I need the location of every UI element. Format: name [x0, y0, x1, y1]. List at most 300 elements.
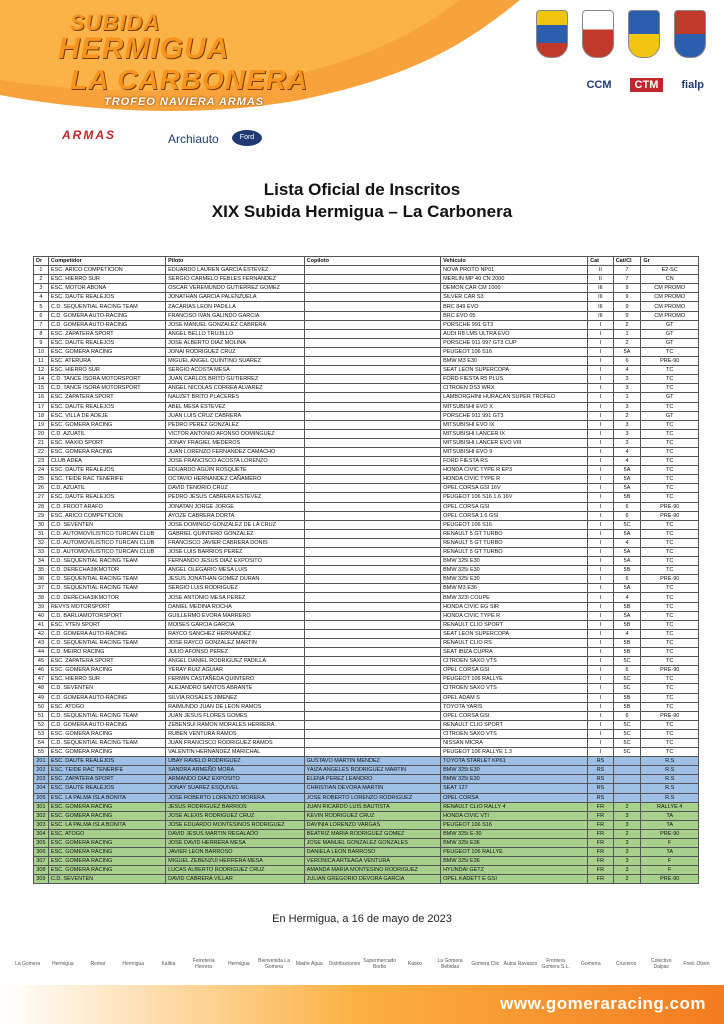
table-cell: ESC. ARICO COMPETICION — [48, 266, 165, 275]
table-cell: I — [588, 475, 614, 484]
table-cell: 21 — [34, 438, 49, 447]
table-cell: BMW 325i E-30 — [441, 829, 588, 838]
table-cell: 20 — [34, 429, 49, 438]
logo-line-1: SUBIDA — [70, 10, 161, 35]
website-link[interactable]: www.gomeraracing.com — [500, 994, 706, 1013]
table-row — [34, 338, 699, 347]
table-cell: I — [588, 402, 614, 411]
table-cell: 5B — [613, 693, 641, 702]
table-row — [34, 738, 699, 747]
table-cell: CM PROMO — [641, 302, 699, 311]
table-cell: I — [588, 675, 614, 684]
table-row — [34, 375, 699, 384]
table-cell: F — [641, 866, 699, 875]
table-cell: TC — [641, 466, 699, 475]
table-cell: I — [588, 329, 614, 338]
column-header: Vehiculo — [441, 257, 588, 266]
table-cell — [304, 720, 440, 729]
table-cell: 4 — [613, 447, 641, 456]
table-cell: PEDRO JESUS CABRERA ESTEVEZ — [166, 493, 305, 502]
table-cell: PORSCHE 991 GT3 — [441, 320, 588, 329]
table-cell: JOSE RAYCO GONZALEZ MARTIN — [166, 638, 305, 647]
table-cell: I — [588, 548, 614, 557]
table-cell: 12 — [34, 366, 49, 375]
entry-list-table — [33, 256, 699, 884]
table-row — [34, 648, 699, 657]
table-cell: C.D. SEVENTEN — [48, 875, 165, 884]
table-cell — [304, 666, 440, 675]
table-cell: DAVID JESUS MARTIN REGALADO — [166, 829, 305, 838]
table-cell: 5C — [613, 657, 641, 666]
table-row — [34, 502, 699, 511]
logo-line-3: LA CARBONERA — [70, 64, 309, 95]
table-cell — [304, 284, 440, 293]
table-cell: ESC. DAUTE REALEJOS — [48, 757, 165, 766]
table-cell: 25 — [34, 475, 49, 484]
sponsor-logos-right — [586, 78, 704, 92]
table-cell: DANIEL MEDINA ROCHA — [166, 602, 305, 611]
table-cell: HONDA CIVIC TYPE R — [441, 611, 588, 620]
table-cell: JUAN LUIS CRUZ CABRERA — [166, 411, 305, 420]
table-row — [34, 566, 699, 575]
table-cell: PEUGEOT 106 S16 — [441, 820, 588, 829]
table-cell — [304, 420, 440, 429]
table-cell: 3 — [613, 420, 641, 429]
table-cell: ESC. VTEN SPORT — [48, 620, 165, 629]
table-cell: F — [641, 857, 699, 866]
table-cell: FR — [588, 866, 614, 875]
table-cell: HONDA CIVIC TYPE R EP3 — [441, 466, 588, 475]
table-cell: C.D. GOMERA AUTO-RACING — [48, 693, 165, 702]
table-cell: 3 — [613, 820, 641, 829]
table-cell: I — [588, 347, 614, 356]
table-cell: C.D. DERECHA3IKMOTOR — [48, 593, 165, 602]
table-cell: 307 — [34, 857, 49, 866]
table-row — [34, 620, 699, 629]
table-row — [34, 802, 699, 811]
table-cell: NOVA PROTO NP01 — [441, 266, 588, 275]
table-cell — [304, 602, 440, 611]
table-cell: 6 — [34, 311, 49, 320]
table-cell: RS — [588, 793, 614, 802]
table-cell: III — [588, 302, 614, 311]
table-cell: FORD FIESTA RS — [441, 457, 588, 466]
table-cell: TC — [641, 529, 699, 538]
table-cell: PORSCHE 911 991 GT3 — [441, 411, 588, 420]
table-row — [34, 557, 699, 566]
table-cell — [304, 675, 440, 684]
table-row — [34, 702, 699, 711]
table-cell: C.D. GOMERA AUTO-RACING — [48, 320, 165, 329]
table-cell: OPEL ADAM S — [441, 693, 588, 702]
table-cell: CITROEN SAXO VTS — [441, 684, 588, 693]
table-cell: I — [588, 538, 614, 547]
table-cell: 3 — [613, 429, 641, 438]
table-cell: FERNANDO JESUS DIAZ EXPOSITO — [166, 557, 305, 566]
table-cell — [304, 375, 440, 384]
table-cell: 5A — [613, 611, 641, 620]
table-cell: FORD FIESTA R5 PLUS — [441, 375, 588, 384]
table-cell: 7 — [613, 275, 641, 284]
table-cell: 204 — [34, 784, 49, 793]
table-cell: CHRISTIAN DEVORA MARTIN — [304, 784, 440, 793]
table-cell: JOSE ALEXIS RODRIGUEZ CRUZ — [166, 811, 305, 820]
table-cell: JOSE ANTONIO MESA PEREZ — [166, 593, 305, 602]
table-cell: JOSE DOMINGO GONZALEZ DE LA CRUZ — [166, 520, 305, 529]
table-cell: CM PROMO — [641, 311, 699, 320]
table-cell: 3 — [613, 375, 641, 384]
table-cell: 4 — [613, 457, 641, 466]
table-cell: 1 — [613, 329, 641, 338]
table-cell: 5B — [613, 493, 641, 502]
table-cell: ESC. DAUTE REALEJOS — [48, 293, 165, 302]
table-row — [34, 875, 699, 884]
table-cell: 28 — [34, 502, 49, 511]
table-cell — [613, 775, 641, 784]
crest-icon — [582, 10, 614, 58]
table-cell: 2 — [613, 829, 641, 838]
table-cell: 3 — [613, 402, 641, 411]
table-cell: GT — [641, 329, 699, 338]
table-cell: 2 — [613, 320, 641, 329]
table-row — [34, 857, 699, 866]
table-row — [34, 538, 699, 547]
table-cell: TC — [641, 611, 699, 620]
table-cell: 5B — [613, 620, 641, 629]
table-cell: I — [588, 411, 614, 420]
table-cell: JOSE EDUARDO MONTESINOS RODRIGUEZ — [166, 820, 305, 829]
table-cell: 309 — [34, 875, 49, 884]
table-cell: FERMIN CASTAÑEDA QUINTERO — [166, 675, 305, 684]
table-cell: PORSCHE 911 997 GT3 CUP — [441, 338, 588, 347]
table-cell: ABEL MESA ESTEVEZ — [166, 402, 305, 411]
table-cell: 6 — [613, 711, 641, 720]
table-cell: SERGIO CARMELO FEBLES FERNANDEZ — [166, 275, 305, 284]
table-cell: OSCAR VEREMUNDO GUTIERREZ GOMEZ — [166, 284, 305, 293]
table-cell — [304, 393, 440, 402]
table-cell: 6 — [613, 502, 641, 511]
table-cell: ESC. LA PALMA ISLA BONITA — [48, 820, 165, 829]
table-cell: C.D. SEQUENTIAL RACING TEAM — [48, 584, 165, 593]
logo-line-2: HERMIGUA — [58, 32, 230, 65]
table-cell — [304, 520, 440, 529]
table-cell: RENAULT CLIO RS — [441, 638, 588, 647]
table-cell: ESC. GOMERA RACING — [48, 347, 165, 356]
table-row — [34, 829, 699, 838]
table-cell: TC — [641, 593, 699, 602]
table-cell: SERGIO LUIS RODRIGUEZ — [166, 584, 305, 593]
table-cell: FR — [588, 829, 614, 838]
table-cell — [304, 329, 440, 338]
table-cell: FR — [588, 848, 614, 857]
crests-row — [536, 10, 706, 58]
table-cell: CITROEN SAXO VTS — [441, 657, 588, 666]
sponsor-logo: Distribuciones — [328, 961, 361, 967]
table-cell: C.D. AUTOMOVILISTICO TURCAN CLUB — [48, 529, 165, 538]
table-cell: I — [588, 693, 614, 702]
table-cell: C.D. SEQUENTIAL RACING TEAM — [48, 557, 165, 566]
table-cell: I — [588, 648, 614, 657]
table-cell: C.D. AUTOMOVILISTICO TURCAN CLUB — [48, 538, 165, 547]
table-cell: 3 — [613, 438, 641, 447]
table-row — [34, 357, 699, 366]
table-cell: HONDA CIVIC VTI — [441, 811, 588, 820]
table-cell: ESC. GOMERA RACING — [48, 811, 165, 820]
table-cell: 40 — [34, 611, 49, 620]
table-cell: ESC. TEIDE RAC TENERIFE — [48, 766, 165, 775]
table-cell: RENAULT CLIO SPORT — [441, 620, 588, 629]
table-cell: FR — [588, 857, 614, 866]
table-cell: JONAY FRAGIEL MEDEROS — [166, 438, 305, 447]
table-cell: ANGEL BELLO TRUJILLO — [166, 329, 305, 338]
table-cell: PRE-90 — [641, 666, 699, 675]
table-cell: C.D. DERECHA3IKMOTOR — [48, 566, 165, 575]
table-cell: SEAT LEON SUPERCOPA — [441, 629, 588, 638]
table-row — [34, 611, 699, 620]
table-cell: JAVIER LEON BARROSO — [166, 848, 305, 857]
table-cell: ESC. GOMERA RACING — [48, 857, 165, 866]
ctm-logo: CTM — [630, 78, 664, 92]
table-cell — [304, 311, 440, 320]
table-cell: JOSE MANUEL GONZALEZ CABRERA — [166, 320, 305, 329]
page-header — [0, 0, 724, 146]
table-cell: ESC. ZAPATERA SPORT — [48, 329, 165, 338]
table-cell: LAMBORGHINI HURACAN SUPER TROFEO — [441, 393, 588, 402]
table-cell: 42 — [34, 629, 49, 638]
table-cell: 5A — [613, 466, 641, 475]
table-cell: C.D. AZUATIL — [48, 484, 165, 493]
table-cell: 9 — [613, 293, 641, 302]
table-cell: 34 — [34, 557, 49, 566]
table-cell: TOYOTA STARLET KP61 — [441, 757, 588, 766]
table-cell — [304, 575, 440, 584]
table-cell: RENAULT 5 GT TURBO — [441, 529, 588, 538]
table-cell: RS — [588, 784, 614, 793]
document-title: Lista Oficial de Inscritos — [263, 180, 461, 199]
table-cell: PEUGEOT 106 RALLYE — [441, 675, 588, 684]
table-row — [34, 511, 699, 520]
table-cell: TC — [641, 484, 699, 493]
table-row — [34, 266, 699, 275]
table-cell: 29 — [34, 511, 49, 520]
table-cell: I — [588, 529, 614, 538]
table-cell: PRE-90 — [641, 575, 699, 584]
table-row — [34, 866, 699, 875]
table-cell: OPEL KADETT E GSI — [441, 875, 588, 884]
table-cell: I — [588, 620, 614, 629]
table-cell: CM PROMO — [641, 293, 699, 302]
table-row — [34, 629, 699, 638]
table-cell: 9 — [613, 284, 641, 293]
table-cell: III — [588, 311, 614, 320]
table-cell: 306 — [34, 848, 49, 857]
sponsor-logo: Frontera Gomera S.L. — [541, 958, 570, 970]
table-cell: RUBEN VENTURA RAMOS — [166, 729, 305, 738]
table-cell: JUAN JESUS FLORES GOMES — [166, 711, 305, 720]
table-cell: JOSE LUIS BARRIOS PEREZ — [166, 548, 305, 557]
table-cell: OPEL CORSA GSI 16V — [441, 484, 588, 493]
table-cell: ESC. HIERRO SUR — [48, 675, 165, 684]
table-cell: 4 — [613, 366, 641, 375]
table-cell: NISSAN MICRA — [441, 738, 588, 747]
sponsor-logo: Hermigua — [227, 961, 250, 967]
table-cell — [304, 738, 440, 747]
table-cell: HONDA CIVIC TYPE R — [441, 475, 588, 484]
table-cell: R.S — [641, 793, 699, 802]
table-cell: ESC. GOMERA RACING — [48, 666, 165, 675]
sponsor-logo: Hermigua — [122, 961, 145, 967]
table-row — [34, 311, 699, 320]
table-cell: 4 — [613, 629, 641, 638]
document-subtitle: XIX Subida Hermigua – La Carbonera — [211, 202, 513, 221]
table-row — [34, 757, 699, 766]
table-cell: ESC. GOMERA RACING — [48, 748, 165, 757]
sponsor-logo: La Gomera — [15, 961, 41, 967]
table-cell: AMANDA MARIA MONTESINO RODRIGUEZ — [304, 866, 440, 875]
bottom-sponsor-logos — [10, 944, 714, 984]
table-cell: MITSUBISHI LANCER IX — [441, 429, 588, 438]
table-cell: ESC. ATOGO — [48, 829, 165, 838]
table-cell: CLUB ADEA — [48, 457, 165, 466]
table-cell: 9 — [34, 338, 49, 347]
table-cell: ESC. ZAPATERA SPORT — [48, 657, 165, 666]
table-cell: C.D. GOMERA AUTO-RACING — [48, 311, 165, 320]
table-cell — [304, 702, 440, 711]
table-row — [34, 811, 699, 820]
table-row — [34, 793, 699, 802]
table-cell: TC — [641, 447, 699, 456]
table-cell: ALEJANDRO SANTOS ABRANTE — [166, 684, 305, 693]
table-cell: 6 — [613, 575, 641, 584]
table-cell: I — [588, 502, 614, 511]
table-cell: I — [588, 320, 614, 329]
table-cell: PEUGEOT 106 RALLYE — [441, 848, 588, 857]
table-row — [34, 411, 699, 420]
table-cell: 2 — [34, 275, 49, 284]
table-row — [34, 366, 699, 375]
table-cell: MITSUBISHI LANCER EVO VIII — [441, 438, 588, 447]
table-cell: 9 — [613, 302, 641, 311]
table-cell: JUAN LORENZO FERNANDEZ CAMACHO — [166, 447, 305, 456]
table-cell: I — [588, 357, 614, 366]
table-cell: 6 — [613, 357, 641, 366]
sponsor-logo: Gomerra — [580, 961, 601, 967]
sponsor-logo: Bienvenida La Gomera — [258, 958, 290, 970]
table-cell: TC — [641, 602, 699, 611]
table-cell: JESUS JONATHAN GOMEZ DURAN — [166, 575, 305, 584]
table-row — [34, 284, 699, 293]
table-cell: 5B — [613, 648, 641, 657]
table-cell — [304, 684, 440, 693]
table-cell: NAUZET BRITO PLACERES — [166, 393, 305, 402]
table-cell: I — [588, 438, 614, 447]
table-cell: FR — [588, 875, 614, 884]
table-cell: I — [588, 429, 614, 438]
table-cell: TC — [641, 648, 699, 657]
table-cell: TA — [641, 811, 699, 820]
table-row — [34, 638, 699, 647]
table-cell: RAIMUNDO JUAN DE LEON RAMOS — [166, 702, 305, 711]
table-cell — [304, 620, 440, 629]
table-row — [34, 420, 699, 429]
table-cell: I — [588, 466, 614, 475]
table-cell: ANGEL DANIEL RODRIGUEZ PADILLA — [166, 657, 305, 666]
table-cell: RENAULT 5 GT TURBO — [441, 548, 588, 557]
table-cell: I — [588, 720, 614, 729]
table-cell: HYUNDAI GETZ — [441, 866, 588, 875]
table-cell — [304, 648, 440, 657]
table-cell: ESC. DAUTE REALEJOS — [48, 338, 165, 347]
table-cell: TA — [641, 848, 699, 857]
table-cell: TC — [641, 548, 699, 557]
table-cell: 19 — [34, 420, 49, 429]
table-cell: TC — [641, 702, 699, 711]
table-cell: 1 — [613, 393, 641, 402]
table-cell: 50 — [34, 702, 49, 711]
table-cell: TC — [641, 347, 699, 356]
table-cell: OPEL CORSA 1.6 GSI — [441, 511, 588, 520]
table-cell: 52 — [34, 720, 49, 729]
table-cell: OPEL CORSA GSI — [441, 711, 588, 720]
table-cell: I — [588, 593, 614, 602]
table-cell: 30 — [34, 520, 49, 529]
table-cell: FRANCISCO JAVIER CABRERA DONIS — [166, 538, 305, 547]
table-cell: 305 — [34, 839, 49, 848]
table-cell: BMW 325i E30 — [441, 766, 588, 775]
table-cell — [304, 447, 440, 456]
table-cell: BMW 325i E30 — [441, 566, 588, 575]
table-cell: TC — [641, 729, 699, 738]
table-row — [34, 675, 699, 684]
table-cell: TC — [641, 493, 699, 502]
table-cell — [304, 320, 440, 329]
table-cell: 2 — [613, 802, 641, 811]
table-cell: 3 — [613, 866, 641, 875]
table-cell: PRE-90 — [641, 711, 699, 720]
table-cell: RS — [588, 766, 614, 775]
table-cell: TC — [641, 475, 699, 484]
table-cell: TC — [641, 457, 699, 466]
fialp-logo: fialp — [681, 79, 704, 91]
sponsor-logo: Gomera Clic — [471, 961, 500, 967]
table-cell: SERGIO ACOSTA MESA — [166, 366, 305, 375]
table-cell: I — [588, 638, 614, 647]
table-cell: SEAT IBIZA CUPRA — [441, 648, 588, 657]
table-cell: 43 — [34, 638, 49, 647]
table-cell: ESC. DAUTE REALEJOS — [48, 784, 165, 793]
table-cell: PEUGEOT 106 S16 1.6 16V — [441, 493, 588, 502]
sponsor-logo: Ferretería Herrera — [192, 958, 215, 970]
table-cell: FRANCISO IVAN GALINDO GARCIA — [166, 311, 305, 320]
table-cell: TC — [641, 638, 699, 647]
table-cell: C.D. BARLIAMOTORSPORT — [48, 611, 165, 620]
event-logo — [40, 10, 309, 110]
crest-icon — [628, 10, 660, 58]
table-row — [34, 475, 699, 484]
table-cell: OCTAVIO HERNANDEZ CAÑAMERO — [166, 475, 305, 484]
table-cell: DANIELA LEON BARROSO — [304, 848, 440, 857]
table-cell: 51 — [34, 711, 49, 720]
table-cell: JONATAN JORGE JORGE — [166, 502, 305, 511]
table-cell: 3 — [613, 857, 641, 866]
table-cell: SEAT 127 — [441, 784, 588, 793]
table-row — [34, 529, 699, 538]
table-cell: 14 — [34, 375, 49, 384]
table-cell: R.S — [641, 775, 699, 784]
logo-line-4: TROFEO NAVIERA ARMAS — [104, 96, 265, 108]
table-cell: TC — [641, 693, 699, 702]
table-cell: DAVINIA LORENZO VARGAS — [304, 820, 440, 829]
